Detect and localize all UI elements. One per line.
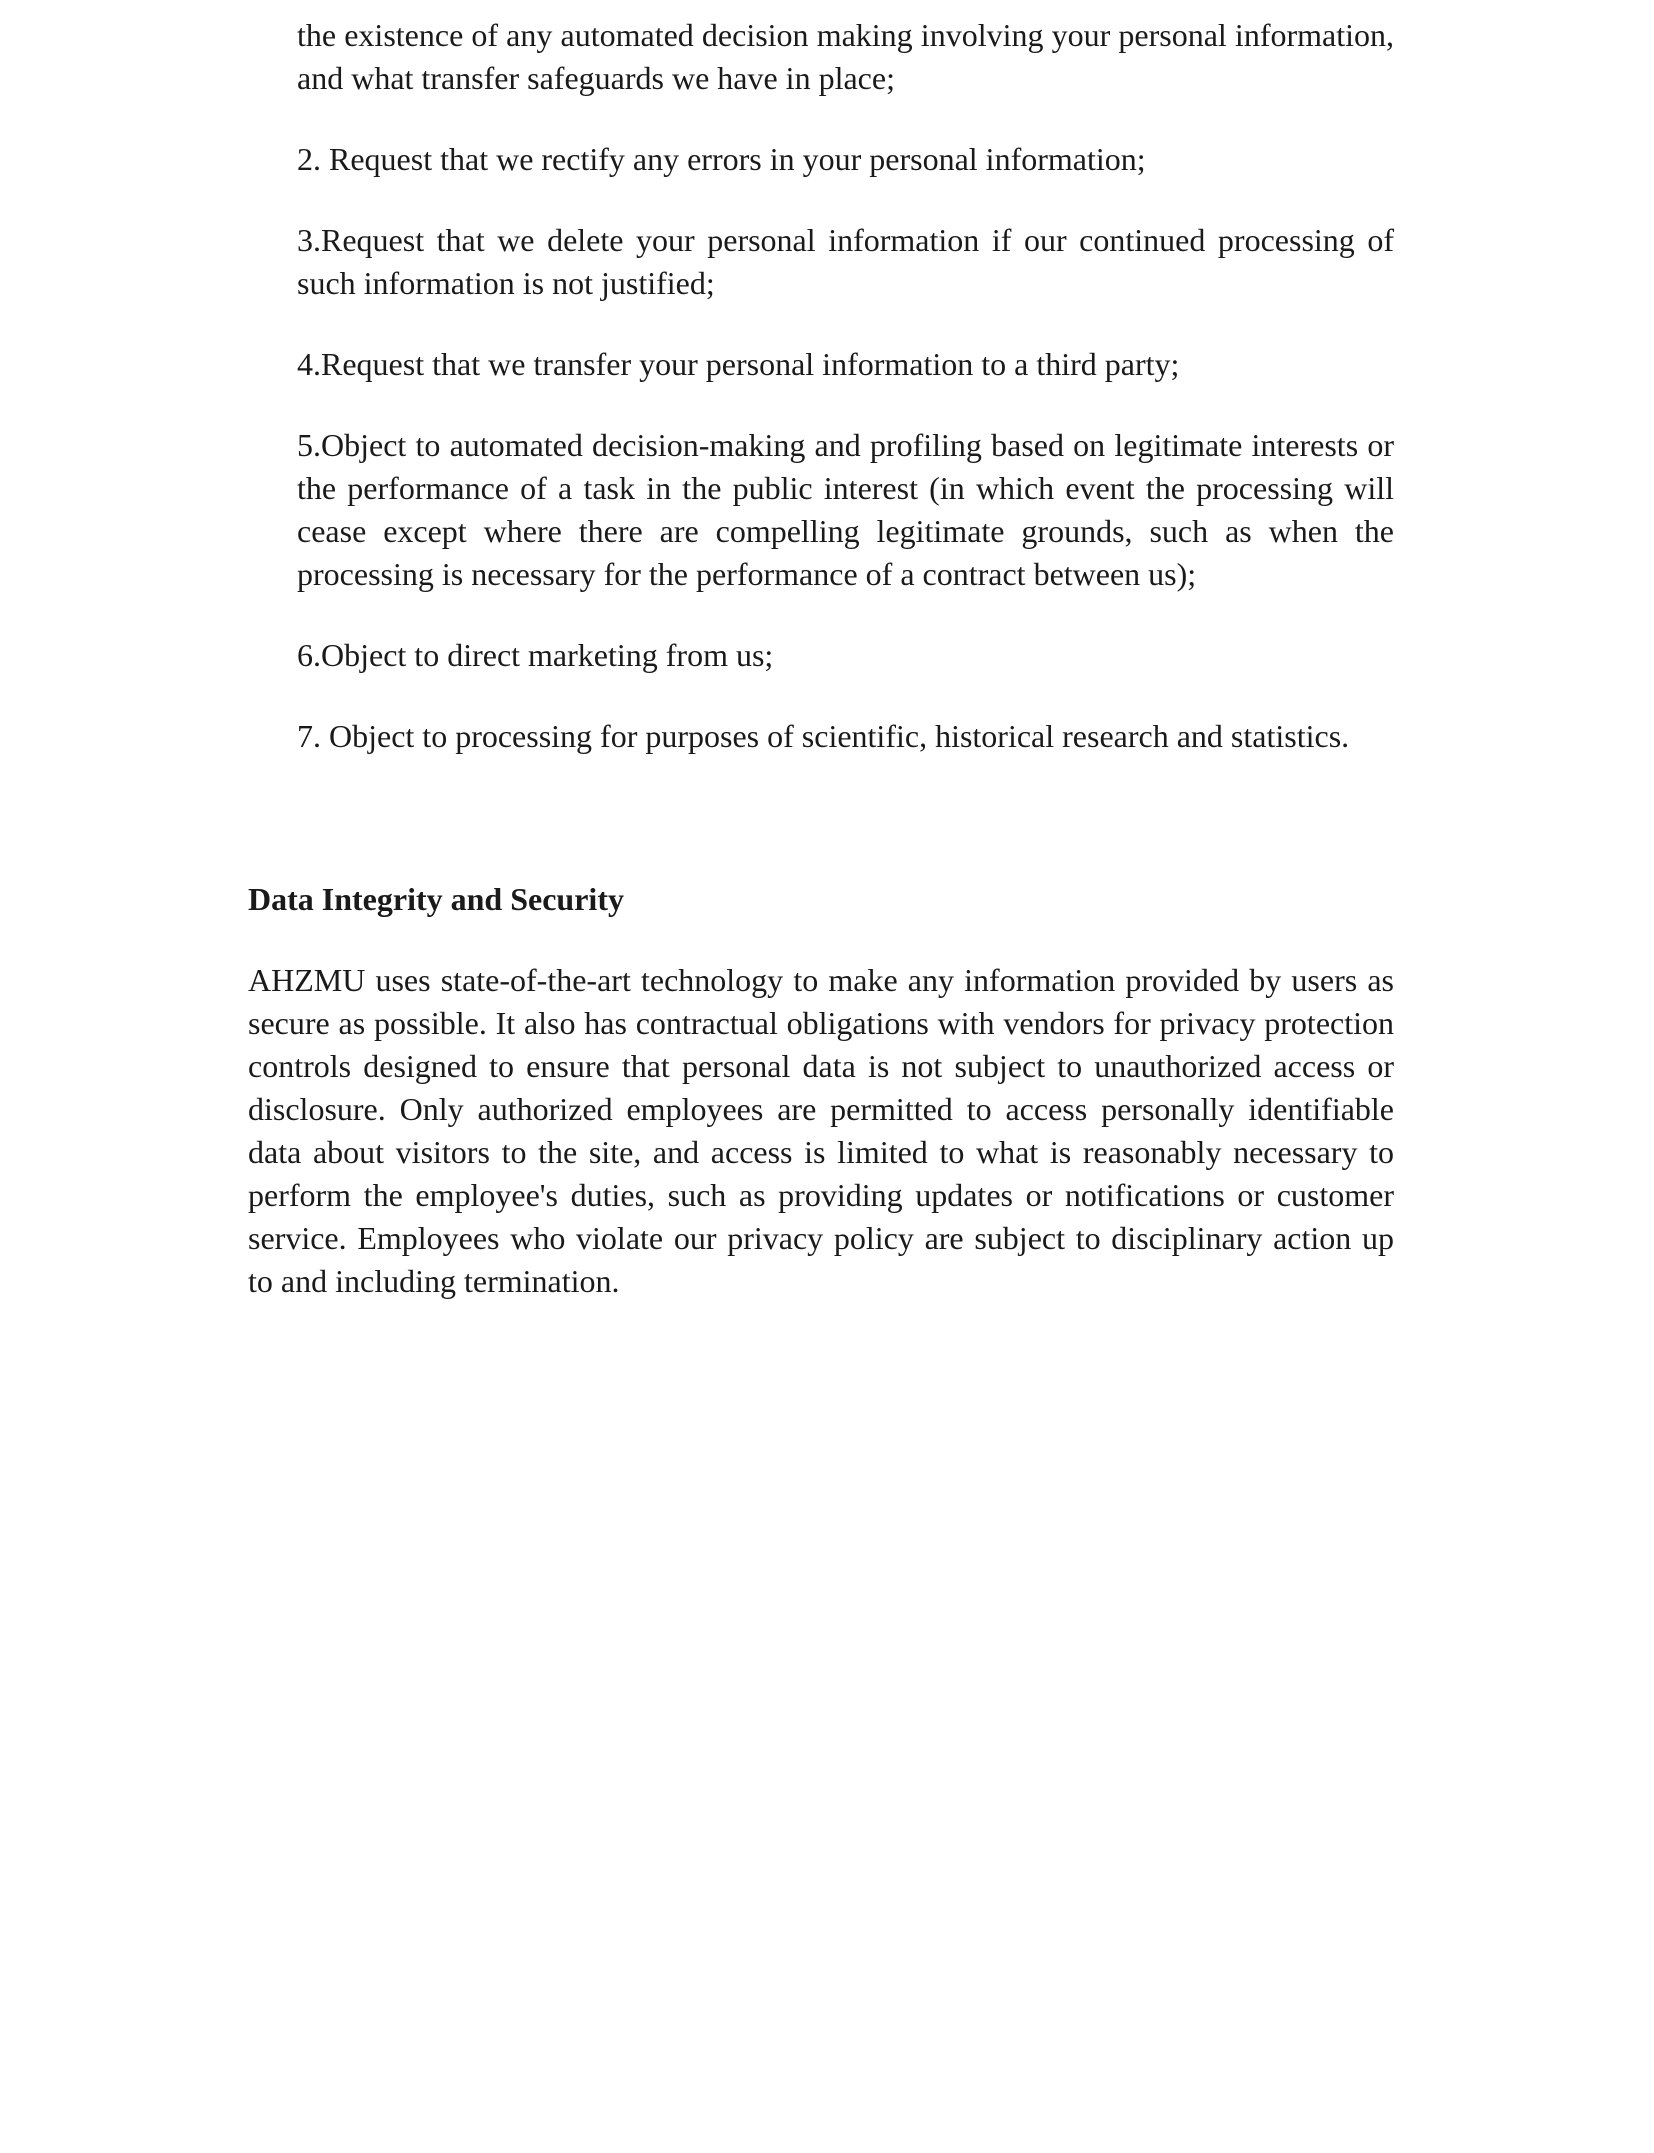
section-body: AHZMU uses state-of-the-art technology to make any information provided by users as secure as possible. It also has contractual obligations with vendors for privacy protection controls designed to ensure that personal data is not subject to unauthorized access or disclosure. Only authorized employees are permitted to access personally identifiable data about visitors to the site, and access is limited to what is reasonably necessary to perform the employee's duties, such as providing updates or notifications or customer service. Employees who violate our privacy policy are subject to disciplinary action up to and including termination. [248,962,1394,1299]
list-item-object-research: 7. Object to processing for purposes of scientific, historical research and statistics. [297,718,1350,754]
list-item-continuation: the existence of any automated decision making involving your personal information, and what transfer safeguards we have in place; [297,17,1394,96]
list-item-rectify: 2. Request that we rectify any errors in your personal information; [297,141,1146,177]
data-integrity-section [248,878,1394,1303]
list-item-object-automated: 5.Object to automated decision-making and profiling based on legitimate interests or the performance of a task in the public interest (in which event the processing will cease except where there are compelling legitimate grounds, such as when the processing is necessary for the performance of a contract between us); [297,427,1394,592]
list-item-delete: 3.Request that we delete your personal information if our continued processing of such information is not justified; [297,222,1394,301]
list-item-transfer: 4.Request that we transfer your personal information to a third party; [297,346,1180,382]
rights-list [297,14,1394,796]
list-item-object-marketing: 6.Object to direct marketing from us; [297,637,774,673]
section-heading: Data Integrity and Security [248,881,624,917]
